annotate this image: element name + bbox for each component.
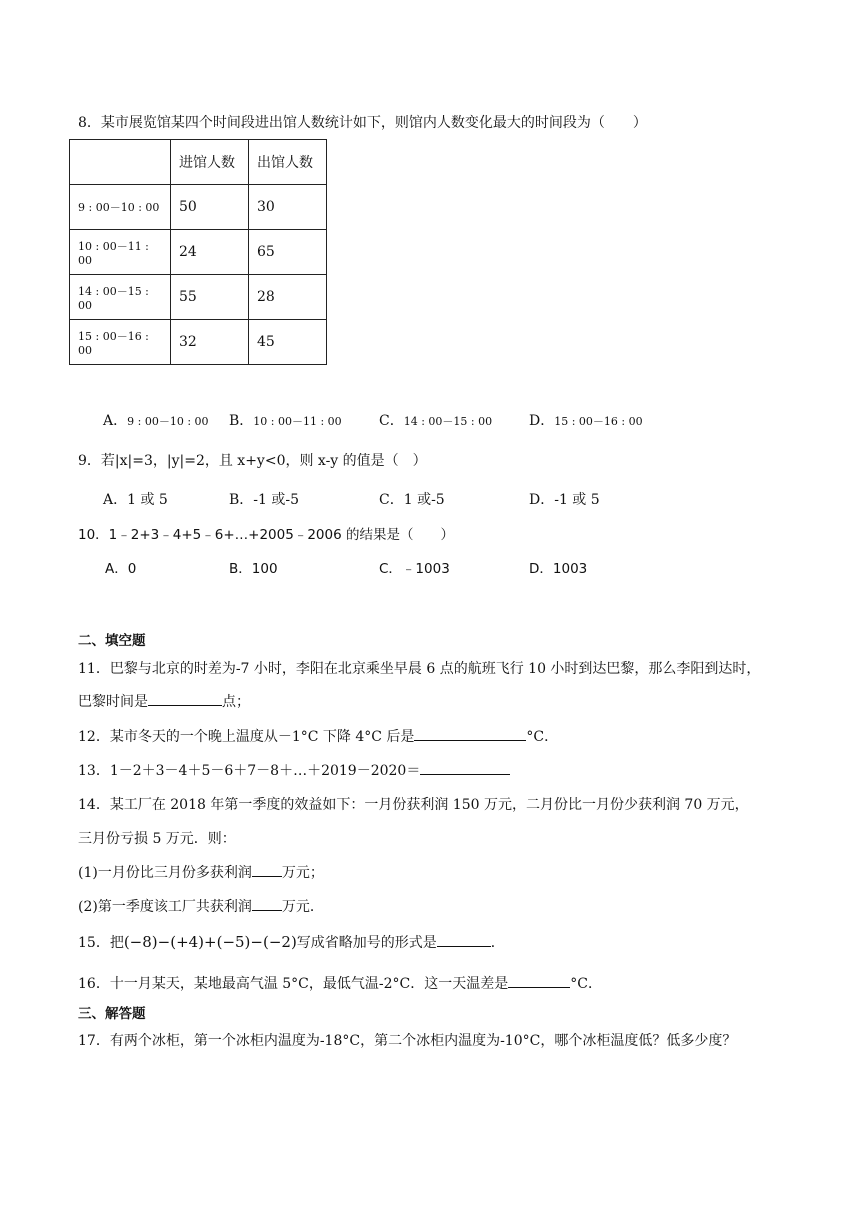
q15-text: 写成省略加号的形式是 bbox=[296, 935, 437, 951]
table-cell: 28 bbox=[249, 275, 327, 320]
section-heading-fill-in: 二、填空题 bbox=[78, 633, 146, 649]
table-header-cell: 进馆人数 bbox=[171, 140, 249, 185]
table-cell: 30 bbox=[249, 185, 327, 230]
q14-sub1 bbox=[78, 862, 324, 882]
q10-option-c: C．﹣1003 bbox=[379, 561, 450, 577]
q14-text: 万元． bbox=[281, 899, 324, 915]
table-cell: 65 bbox=[249, 230, 327, 275]
q12 bbox=[78, 726, 558, 746]
table-row bbox=[70, 275, 327, 320]
q14-text: (1)一月份比三月份多获利润 bbox=[78, 865, 252, 881]
q15-expression: (−8)−(+4)+(−5)−(−2) bbox=[123, 933, 297, 951]
q14-sub2 bbox=[78, 896, 324, 916]
q16 bbox=[78, 973, 602, 993]
answer-blank[interactable] bbox=[437, 932, 491, 947]
q15-text: ． bbox=[490, 935, 505, 951]
q12-text: °C． bbox=[526, 729, 559, 745]
option-label: A． bbox=[103, 413, 128, 429]
option-text: 10 : 00－11 : 00 bbox=[253, 415, 342, 428]
q11-line2 bbox=[78, 691, 250, 711]
q16-text: °C． bbox=[570, 976, 602, 992]
q9-option-b: B．-1 或-5 bbox=[229, 492, 300, 508]
q9-option-d: D．-1 或 5 bbox=[529, 492, 600, 508]
q13-text: 13．1－2＋3－4＋5－6＋7－8＋…＋2019－2020＝ bbox=[78, 763, 421, 779]
table-cell: 10 : 00－11 : 00 bbox=[70, 230, 171, 275]
option-label: B． bbox=[229, 413, 254, 429]
table-row bbox=[70, 185, 327, 230]
q17: 17．有两个冰柜，第一个冰柜内温度为-18°C，第二个冰柜内温度为-10°C，哪个冰柜温度低？低多少度？ bbox=[78, 1033, 737, 1049]
q9-stem: 9．若|x|=3，|y|=2，且 x+y<0，则 x-y 的值是（ ） bbox=[78, 453, 427, 469]
q8-option-b bbox=[229, 410, 342, 430]
q11-text: 点； bbox=[222, 694, 250, 710]
table-row bbox=[70, 230, 327, 275]
answer-blank[interactable] bbox=[508, 973, 570, 988]
answer-blank[interactable] bbox=[252, 862, 282, 877]
q14-text: (2)第一季度该工厂共获利润 bbox=[78, 899, 252, 915]
section-heading-answer: 三、解答题 bbox=[78, 1006, 146, 1022]
answer-blank[interactable] bbox=[420, 760, 510, 775]
table-cell: 50 bbox=[171, 185, 249, 230]
table-header-cell bbox=[70, 140, 171, 185]
q8-stem: 8．某市展览馆某四个时间段进出馆人数统计如下，则馆内人数变化最大的时间段为（ ） bbox=[78, 115, 647, 131]
q8-option-c bbox=[379, 410, 492, 430]
q10-option-d: D．1003 bbox=[529, 561, 588, 577]
option-text: 15 : 00－16 : 00 bbox=[554, 415, 643, 428]
q16-text: 16．十一月某天，某地最高气温 5°C，最低气温-2°C．这一天温差是 bbox=[78, 976, 509, 992]
table-cell: 14 : 00－15 : 00 bbox=[70, 275, 171, 320]
q10-stem: 10．1﹣2+3﹣4+5﹣6+…+2005﹣2006 的结果是（ ） bbox=[78, 527, 454, 543]
q8-option-a bbox=[103, 410, 209, 430]
answer-blank[interactable] bbox=[148, 691, 222, 706]
table-cell: 45 bbox=[249, 320, 327, 365]
q10-option-a: A．0 bbox=[105, 561, 137, 577]
table-cell: 55 bbox=[171, 275, 249, 320]
q11-line1: 11．巴黎与北京的时差为-7 小时，李阳在北京乘坐早晨 6 点的航班飞行 10 小时到达巴黎，那么李阳到达时， bbox=[78, 661, 761, 677]
answer-blank[interactable] bbox=[414, 726, 526, 741]
option-label: D． bbox=[529, 413, 555, 429]
q11-text: 巴黎时间是 bbox=[78, 694, 148, 710]
table-header-cell: 出馆人数 bbox=[249, 140, 327, 185]
table-header-row bbox=[70, 140, 327, 185]
q9-option-c: C．1 或-5 bbox=[379, 492, 445, 508]
option-label: C． bbox=[379, 413, 404, 429]
table-cell: 32 bbox=[171, 320, 249, 365]
answer-blank[interactable] bbox=[252, 896, 282, 911]
q13 bbox=[78, 760, 510, 780]
visitor-table bbox=[69, 139, 327, 365]
q9-option-a: A．1 或 5 bbox=[103, 492, 168, 508]
q10-option-b: B．100 bbox=[229, 561, 278, 577]
q15 bbox=[78, 932, 505, 952]
option-text: 14 : 00－15 : 00 bbox=[403, 415, 493, 428]
q14-text: 万元； bbox=[281, 865, 324, 881]
q15-text: 15．把 bbox=[78, 935, 124, 951]
table-cell: 9 : 00－10 : 00 bbox=[70, 185, 171, 230]
q8-option-d bbox=[529, 410, 643, 430]
q12-text: 12．某市冬天的一个晚上温度从－1°C 下降 4°C 后是 bbox=[78, 729, 415, 745]
q14-line1: 14．某工厂在 2018 年第一季度的效益如下：一月份获利润 150 万元，二月份比一月份少获利润 70 万元， bbox=[78, 797, 749, 813]
table-cell: 24 bbox=[171, 230, 249, 275]
table-cell: 15 : 00－16 : 00 bbox=[70, 320, 171, 365]
option-text: 9 : 00－10 : 00 bbox=[127, 415, 209, 428]
table-row bbox=[70, 320, 327, 365]
q14-line2: 三月份亏损 5 万元．则： bbox=[78, 831, 236, 847]
